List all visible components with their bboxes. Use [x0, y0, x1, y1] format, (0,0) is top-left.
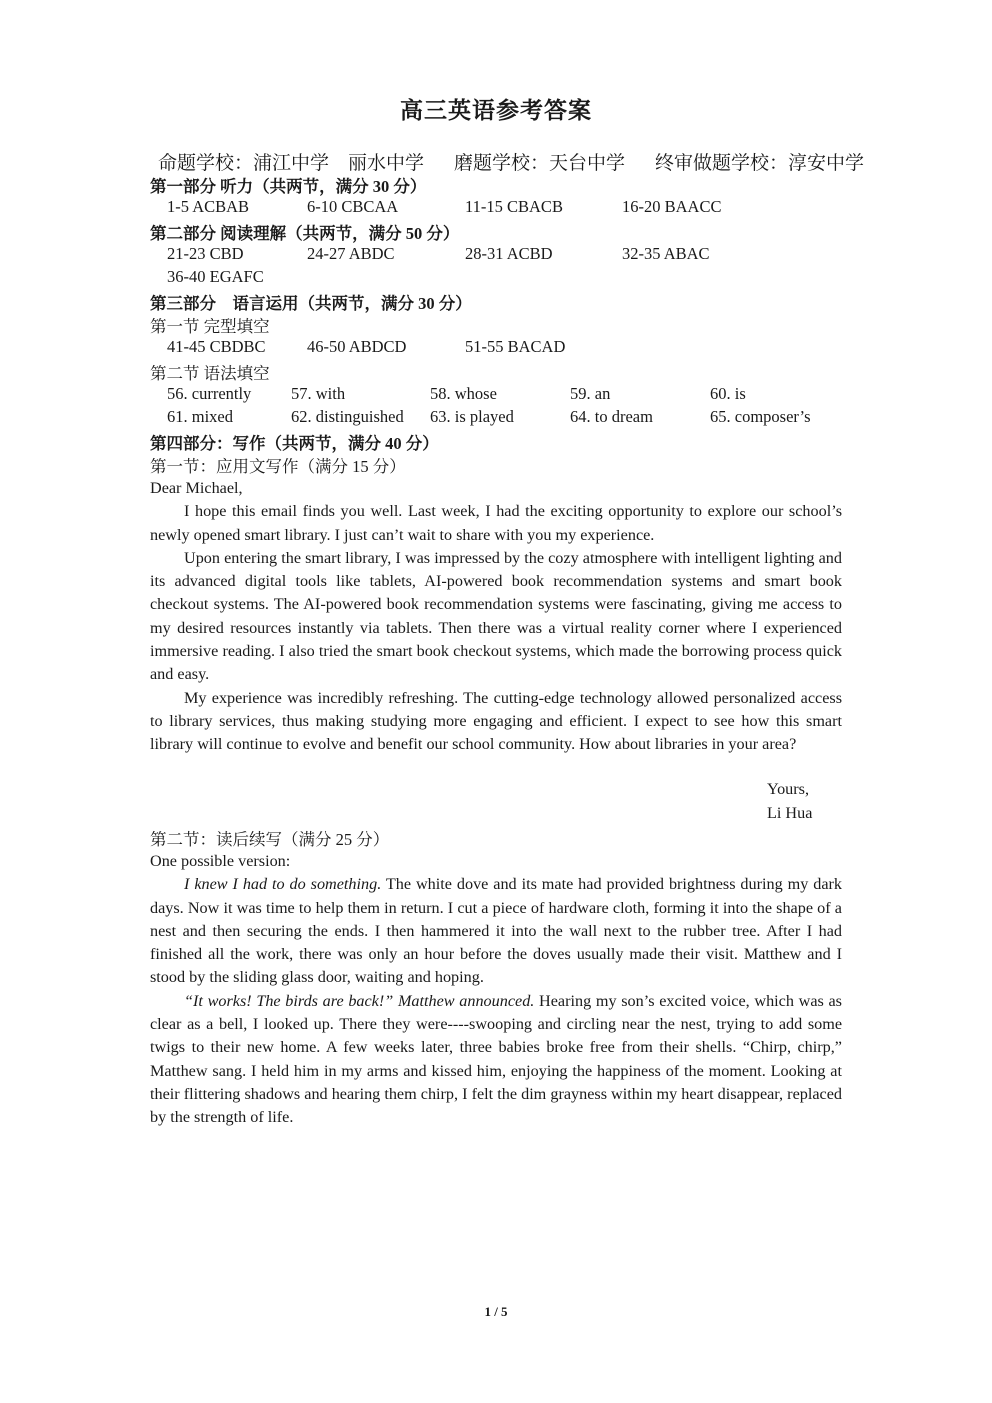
answer-item: 32-35 ABAC [622, 244, 710, 263]
answer-item: 64. to dream [570, 407, 653, 426]
letter-paragraph: I hope this email finds you well. Last week, I had the exciting opportunity to explore our school’s newly opened smart library. I just can’t wait to share with you my experience. [150, 502, 842, 544]
final-school: 终审做题学校：淳安中学 [655, 153, 865, 174]
sample-story [150, 850, 842, 1130]
answer-item: 59. an [570, 384, 611, 403]
answer-item: 1-5 ACBAB [167, 197, 250, 216]
page-number: 1 / 5 [484, 1304, 508, 1319]
part3-heading: 第三部分 语言运用（共两节，满分 30 分） [150, 294, 472, 313]
story-paragraph [150, 990, 842, 1130]
answer-item: 36-40 EGAFC [167, 267, 264, 286]
answer-item: 6-10 CBCAA [307, 197, 399, 216]
story-intro: One possible version: [150, 852, 291, 870]
part1-heading: 第一部分 听力（共两节，满分 30 分） [150, 177, 427, 196]
letter-paragraph: My experience was incredibly refreshing. The cutting-edge technology allowed personalized access to library services, thus making studying more engaging and efficient. I expect to see how this smart library will continue to evolve and benefit our school community. How about libraries in your area? [150, 688, 842, 754]
author-schools: 命题学校：浦江中学 丽水中学 [158, 153, 425, 174]
answer-item: 57. with [291, 384, 346, 403]
answer-item: 21-23 CBD [167, 244, 244, 263]
story-paragraph [150, 873, 842, 989]
answer-item: 65. composer’s [710, 407, 811, 426]
part4-section2-heading: 第二节：读后续写（满分 25 分） [150, 830, 390, 849]
answer-item: 16-20 BAACC [622, 197, 722, 216]
story-paragraph-lead: “It works! The birds are back!” Matthew announced. [184, 991, 535, 1010]
story-paragraph-body: The white dove and its mate had provided brightness during my dark days. Now it was time to help them in return. I cut a piece of hardware cloth, forming it into the shape of a nest and then securing the ends. I then hammered it into the wall next to the rubber tree. After I had finished all the work, there was only an hour before the doves usually made their visit. Matthew and I stood by the sliding glass door, waiting and hoping. [150, 875, 842, 987]
answer-item: 63. is played [430, 407, 514, 426]
part4-heading: 第四部分：写作（共两节，满分 40 分） [150, 434, 439, 453]
letter-closing: Yours, [767, 780, 809, 798]
sample-letter [150, 477, 842, 757]
part4-section1-heading: 第一节：应用文写作（满分 15 分） [150, 457, 406, 476]
answer-item: 60. is [710, 384, 746, 403]
answer-item: 11-15 CBACB [465, 197, 563, 216]
answer-item: 62. distinguished [291, 407, 404, 426]
answer-item: 24-27 ABDC [307, 244, 395, 263]
answer-item: 28-31 ACBD [465, 244, 553, 263]
letter-paragraph: Upon entering the smart library, I was impressed by the cozy atmosphere with intelligent lighting and its advanced digital tools like tablets, AI-powered book recommendation systems and smart book checkout systems. The AI-powered book recommendation systems were fascinating, giving me access to my desired resources instantly via tablets. Then there was a virtual reality corner where I experienced immersive reading. I also tried the smart book checkout systems, which made the borrowing process quick and easy. [150, 548, 842, 684]
part2-heading: 第二部分 阅读理解（共两节，满分 50 分） [150, 224, 460, 243]
story-paragraph-lead: I knew I had to do something. [184, 875, 382, 894]
answer-item: 51-55 BACAD [465, 337, 566, 356]
answer-item: 41-45 CBDBC [167, 337, 266, 356]
answer-item: 61. mixed [167, 407, 233, 426]
letter-signature: Li Hua [767, 804, 813, 822]
part3-section2-heading: 第二节 语法填空 [150, 364, 270, 383]
answer-item: 46-50 ABDCD [307, 337, 407, 356]
school-credits [158, 148, 864, 175]
answer-item: 56. currently [167, 384, 252, 403]
reviewer-school: 磨题学校：天台中学 [454, 153, 626, 174]
story-paragraph-body: Hearing my son’s excited voice, which was as clear as a bell, I looked up. There they were----swooping and circling near the nest, trying to add some twigs to their new home. A few weeks later, three babies broke free from their shells. “Chirp, chirp,” Matthew sang. I held him in my arms and kissed him, enjoying the happiness of the moment. Looking at their flittering shadows and hearing them chirp, I felt the dim grayness within my heart disappear, replaced by the strength of life. [150, 991, 842, 1127]
letter-greeting: Dear Michael, [150, 479, 243, 497]
part3-section1-heading: 第一节 完型填空 [150, 317, 270, 336]
answer-item: 58. whose [430, 384, 497, 403]
page-title: 高三英语参考答案 [400, 98, 592, 123]
